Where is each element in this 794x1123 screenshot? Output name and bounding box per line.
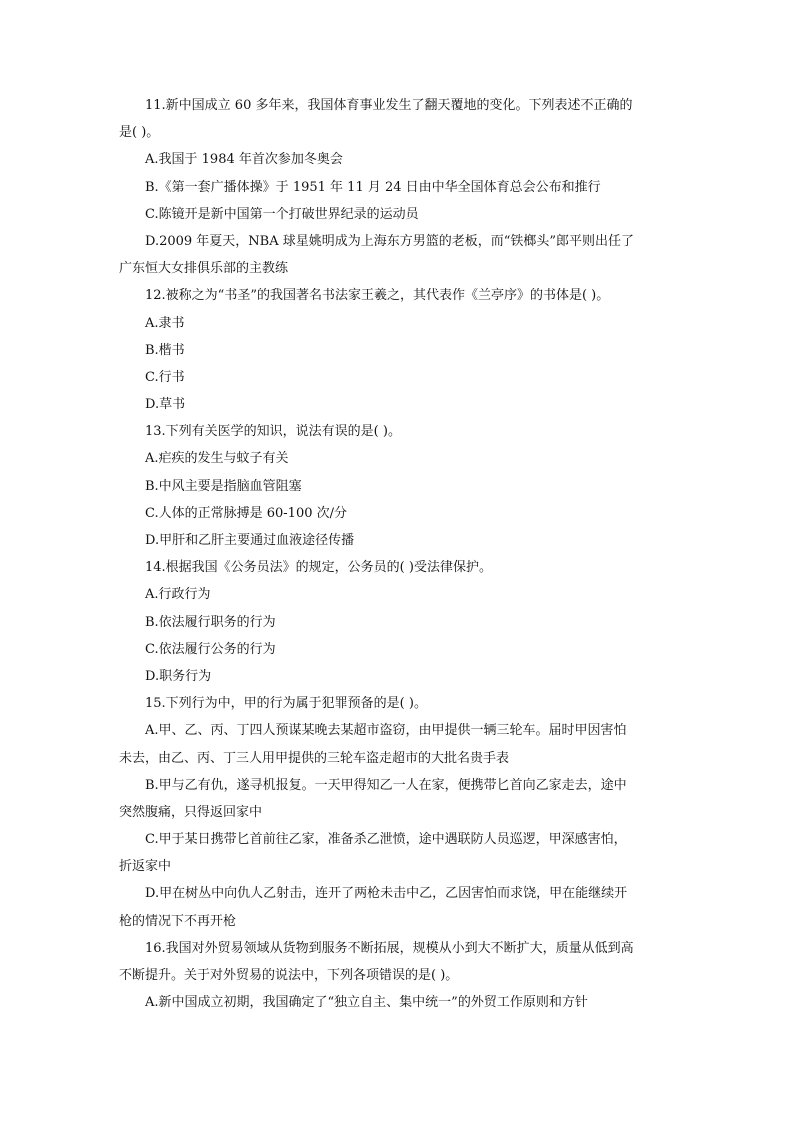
text-line: B.甲与乙有仇，遂寻机报复。一天甲得知乙一人在家，便携带匕首向乙家走去，途中 <box>145 777 627 793</box>
text-line: D.2009 年夏天，NBA 球星姚明成为上海东方男篮的老板，而“铁榔头”郎平则出任了 <box>145 233 635 249</box>
text-line: B.楷书 <box>145 342 185 358</box>
text-line: 是( )。 <box>119 125 160 141</box>
text-line: B.《第一套广播体操》于 1951 年 11 月 24 日由中华全国体育总会公布和推行 <box>145 179 601 195</box>
text-line: 11.新中国成立 60 多年来，我国体育事业发生了翻天覆地的变化。下列表述不正确的 <box>145 98 633 113</box>
text-line: A.甲、乙、丙、丁四人预谋某晚去某超市盗窃，由甲提供一辆三轮车。届时甲因害怕 <box>145 723 627 739</box>
text-line: A.行政行为 <box>145 587 211 603</box>
text-line: D.甲在树丛中向仇人乙射击，连开了两枪未击中乙，乙因害怕而求饶，甲在能继续开 <box>145 886 628 902</box>
document-body <box>119 92 639 1016</box>
text-line: 16.我国对外贸易领域从货物到服务不断拓展，规模从小到大不断扩大，质量从低到高 <box>145 940 634 956</box>
text-line: 折返家中 <box>119 859 172 875</box>
text-line: B.中风主要是指脑血管阻塞 <box>145 478 302 494</box>
text-line: D.职务行为 <box>145 668 212 684</box>
text-line: B.依法履行职务的行为 <box>145 614 276 630</box>
text-line: 广东恒大女排俱乐部的主教练 <box>119 261 289 277</box>
text-line: A.我国于 1984 年首次参加冬奥会 <box>145 152 343 168</box>
text-line: 不断提升。关于对外贸易的说法中，下列各项错误的是( )。 <box>119 968 459 983</box>
text-line: C.人体的正常脉搏是 60-100 次/分 <box>145 505 348 521</box>
text-line: C.甲于某日携带匕首前往乙家，准备杀乙泄愤，途中遇联防人员巡逻，甲深感害怕， <box>145 832 627 848</box>
text-line: A.疟疾的发生与蚊子有关 <box>145 451 289 467</box>
text-line: C.陈镜开是新中国第一个打破世界纪录的运动员 <box>145 206 419 222</box>
text-line: 15.下列行为中，甲的行为属于犯罪预备的是( )。 <box>145 696 427 712</box>
text-line: 未去，由乙、丙、丁三人用甲提供的三轮车盗走超市的大批名贵手表 <box>119 750 510 766</box>
text-line: 13.下列有关医学的知识，说法有误的是( )。 <box>145 424 401 440</box>
text-line: 12.被称之为“书圣”的我国著名书法家王羲之，其代表作《兰亭序》的书体是( )。 <box>145 288 610 304</box>
text-line: 14.根据我国《公务员法》的规定，公务员的( )受法律保护。 <box>145 560 492 576</box>
text-line: A.新中国成立初期，我国确定了“独立自主、集中统一”的外贸工作原则和方针 <box>145 995 588 1011</box>
text-line: 突然腹痛，只得返回家中 <box>119 804 263 820</box>
text-line: D.甲肝和乙肝主要通过血液途径传播 <box>145 533 355 548</box>
text-line: D.草书 <box>145 397 186 413</box>
text-line: C.依法履行公务的行为 <box>145 641 276 657</box>
text-line: C.行书 <box>145 369 185 385</box>
text-line: 枪的情况下不再开枪 <box>119 913 237 929</box>
text-line: A.隶书 <box>145 315 185 331</box>
